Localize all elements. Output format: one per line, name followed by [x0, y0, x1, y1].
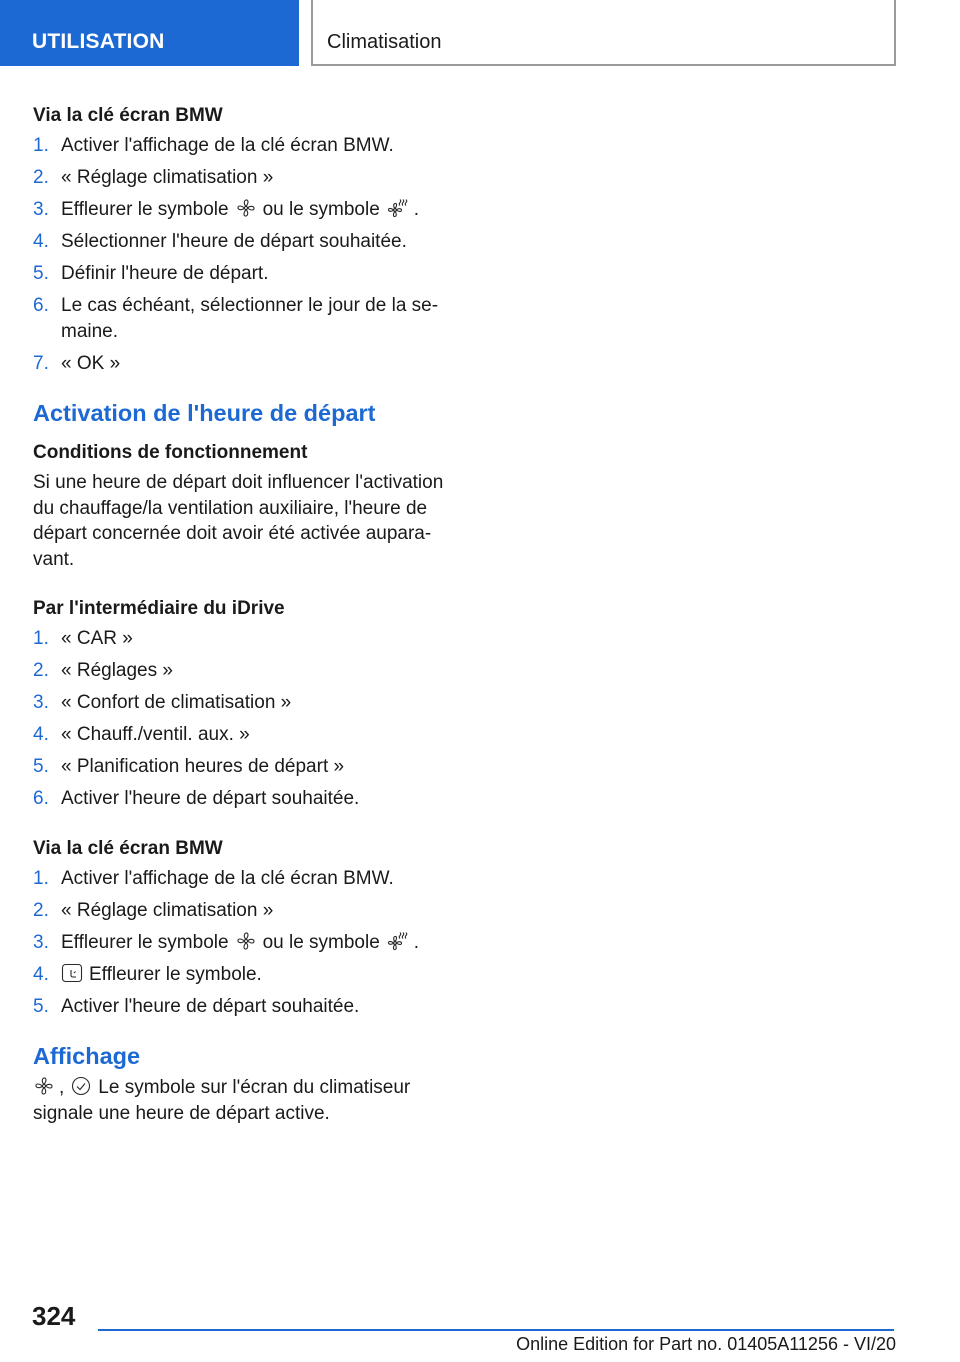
- list-item: 6. Le cas échéant, sélectionner le jour de la se-maine.: [33, 295, 439, 342]
- list-item: 4. « Chauff./ventil. aux. »: [33, 724, 250, 745]
- list-item: 1. Activer l'affichage de la clé écran BMW.: [33, 135, 394, 156]
- list-item: 1. « CAR »: [33, 628, 133, 649]
- steps-idrive: [33, 626, 453, 812]
- subhead-key-2: Via la clé écran BMW: [33, 837, 223, 859]
- footer-rule: [98, 1329, 894, 1331]
- list-item: 1. Activer l'affichage de la clé écran BMW.: [33, 867, 394, 889]
- steps-key-1: [33, 133, 453, 376]
- list-item: 3. « Confort de climatisation »: [33, 692, 292, 713]
- list-item: 3. Effleurer le symbole ou le symbole .: [33, 199, 420, 220]
- section-heading-activation: Activation de l'heure de départ: [33, 400, 376, 426]
- list-item: 4. Sélectionner l'heure de départ souhaitée.: [33, 231, 407, 252]
- list-item: 2. « Réglage climatisation »: [33, 167, 274, 188]
- subhead-key-1: Via la clé écran BMW: [33, 105, 223, 126]
- list-item: 2. « Réglage climatisation »: [33, 899, 274, 921]
- fan-icon: [235, 197, 257, 219]
- edition-note: Online Edition for Part no. 01405A11256 - VI/20: [516, 1334, 896, 1354]
- page-header: [0, 0, 960, 66]
- page-number: 324: [32, 1301, 76, 1331]
- list-item: 6. Activer l'heure de départ souhaitée.: [33, 788, 360, 809]
- subhead-idrive: Par l'intermédiaire du iDrive: [33, 598, 285, 619]
- list-item: 4. Effleurer le symbole.: [33, 963, 262, 985]
- list-item: 5. Définir l'heure de départ.: [33, 263, 269, 284]
- list-item: 3. Effleurer le symbole ou le symbole .: [33, 931, 420, 953]
- list-item: 5. « Planification heures de départ »: [33, 756, 345, 777]
- list-item: 7. « OK »: [33, 352, 121, 374]
- main-content: [33, 103, 453, 1126]
- timer-check-icon: [70, 1075, 92, 1097]
- fan-icon: [235, 930, 257, 952]
- list-item: 5. Activer l'heure de départ souhaitée.: [33, 995, 360, 1017]
- display-text: , Le symbole sur l'écran du climatiseur signale une heure de départ active.: [33, 1077, 411, 1124]
- conditions-text: Si une heure de départ doit influencer l'activation du chauffage/la ventilation auxiliaire, l'heure de départ concernée doit avoir été activée aupara-vant.: [33, 472, 444, 570]
- timer-touch-icon: [61, 962, 83, 984]
- section-heading-display: Affichage: [33, 1043, 141, 1069]
- auxiliary-heating-icon: [386, 930, 408, 952]
- chapter-title: Climatisation: [311, 0, 896, 66]
- subhead-conditions: Conditions de fonctionnement: [33, 442, 308, 463]
- steps-key-2: [33, 866, 453, 1020]
- list-item: 2. « Réglages »: [33, 660, 173, 681]
- auxiliary-heating-icon: [386, 197, 408, 219]
- fan-icon: [33, 1075, 55, 1097]
- section-tab: UTILISATION: [0, 0, 299, 66]
